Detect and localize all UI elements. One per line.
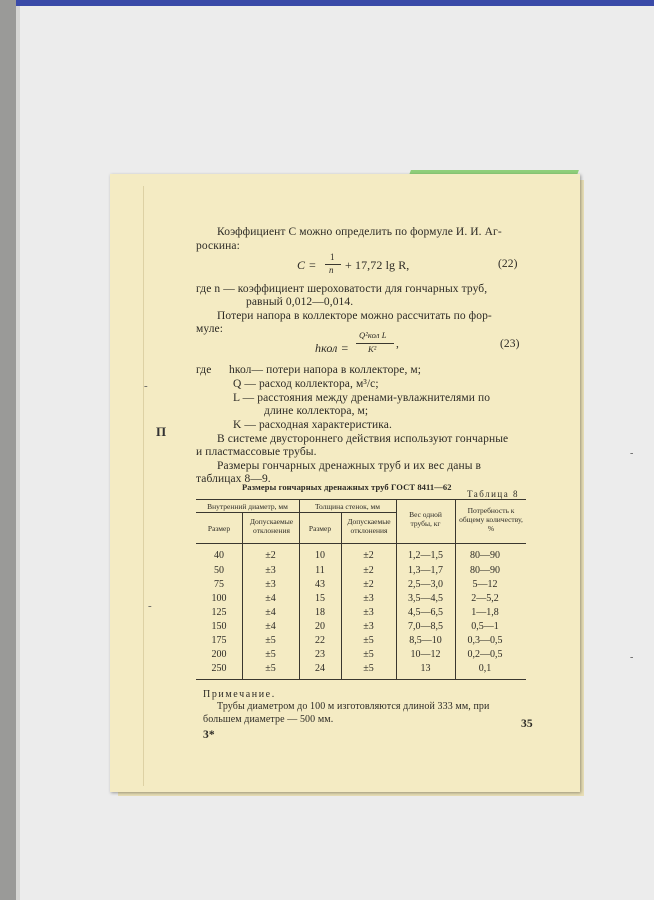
cell-wall-tolerance: ±5: [363, 635, 374, 646]
table-top-rule: [196, 499, 526, 500]
formula-22-denominator: n: [329, 265, 334, 275]
table-label: Таблица 8: [467, 489, 519, 499]
formula-23-lhs: hкол =: [315, 341, 349, 355]
paragraph-4-line-2: и пластмассовые трубы.: [196, 446, 317, 458]
cell-need: 80—90: [470, 550, 500, 561]
cell-need: 2—5,2: [471, 593, 499, 604]
cell-need: 0,5—1: [471, 621, 499, 632]
cell-tolerance: ±4: [265, 607, 276, 618]
scan-left-border: [0, 0, 16, 900]
definition-k: K — расходная характеристика.: [233, 419, 392, 431]
cell-need: 1—1,8: [471, 607, 499, 618]
cell-weight: 8,5—10: [409, 635, 442, 646]
cell-weight: 3,5—4,5: [408, 593, 443, 604]
paragraph-3-line-1: Потери напора в коллекторе можно рассчитать по фор-: [217, 310, 492, 322]
cell-weight: 2,5—3,0: [408, 579, 443, 590]
definitions-where: где: [196, 364, 212, 376]
cell-wall-tolerance: ±5: [363, 649, 374, 660]
header-weight: Вес одной трубы, кг: [409, 510, 442, 528]
table-group-rule: [196, 512, 396, 513]
cell-need: 0,1: [478, 663, 492, 674]
cell-size: 150: [211, 621, 227, 632]
cell-tolerance: ±3: [265, 565, 276, 576]
cell-size: 50: [214, 565, 224, 576]
cell-size: 200: [211, 649, 227, 660]
paragraph-1-line-2: роскина:: [196, 240, 240, 252]
formula-22-lhs: C =: [297, 258, 317, 272]
cell-size: 75: [214, 579, 224, 590]
paragraph-2-line-2: равный 0,012—0,014.: [246, 296, 354, 308]
cell-wall-tolerance: ±5: [363, 663, 374, 674]
scan-left-shadow: [16, 0, 20, 900]
cell-wall-size: 20: [315, 621, 325, 632]
definition-l-line-2: длине коллектора, м;: [264, 405, 369, 417]
cell-size: 250: [211, 663, 227, 674]
cell-wall-size: 23: [315, 649, 325, 660]
cell-tolerance: ±5: [265, 635, 276, 646]
paragraph-4-line-1: В системе двустороннего действия используют гончарные: [217, 433, 509, 445]
cell-wall-tolerance: ±2: [363, 550, 374, 561]
page-number: 35: [521, 718, 533, 730]
cell-weight: 1,2—1,5: [408, 550, 443, 561]
formula-22-rest: + 17,72 lg R,: [345, 258, 410, 272]
cell-size: 40: [214, 550, 224, 561]
header-wall-size: Размер: [308, 524, 332, 533]
margin-tick-4: ‑: [630, 652, 634, 663]
cell-wall-size: 43: [315, 579, 325, 590]
cell-wall-size: 22: [315, 635, 325, 646]
cell-size: 125: [211, 607, 227, 618]
cell-weight: 13: [420, 663, 431, 674]
note-line-1: Трубы диаметром до 100 м изготовляются длиной 333 мм, при: [217, 701, 490, 712]
cell-wall-tolerance: ±3: [363, 621, 374, 632]
cell-wall-tolerance: ±2: [363, 579, 374, 590]
definition-q: Q — расход коллектора, м³/с;: [233, 378, 379, 390]
cell-need: 0,3—0,5: [467, 635, 503, 646]
cell-size: 100: [211, 593, 227, 604]
cell-tolerance: ±4: [265, 593, 276, 604]
cell-tolerance: ±5: [265, 649, 276, 660]
definition-h: hкол— потери напора в коллекторе, м;: [229, 364, 422, 376]
cell-wall-tolerance: ±3: [363, 607, 374, 618]
header-size: Размер: [207, 524, 231, 533]
header-tolerance: Допускаемые отклонения: [249, 517, 294, 535]
cell-wall-size: 24: [315, 663, 325, 674]
cell-need: 5—12: [472, 579, 498, 590]
cell-wall-tolerance: ±2: [363, 565, 374, 576]
cell-weight: 10—12: [410, 649, 441, 660]
margin-tick-3: ‑: [630, 448, 634, 459]
signature-mark: 3*: [203, 729, 215, 741]
header-inner-diameter: Внутренний диаметр, мм: [207, 502, 288, 511]
formula-23-comma: ,: [396, 338, 399, 350]
header-need: Потребность к общему количеству, %: [459, 506, 523, 533]
paragraph-2-line-1: где n — коэффициент шероховатости для гончарных труб,: [196, 283, 488, 295]
formula-22-number: (22): [498, 258, 518, 270]
cell-wall-tolerance: ±3: [363, 593, 374, 604]
definition-l-line-1: L — расстояния между дренами-увлажнителями по: [233, 392, 491, 404]
cell-wall-size: 10: [315, 550, 325, 561]
page-fold-line: [143, 186, 144, 786]
table-header-rule: [196, 543, 526, 544]
formula-23-denominator: K²: [368, 344, 377, 354]
cell-wall-size: 15: [315, 593, 325, 604]
table-bottom-rule: [196, 679, 526, 680]
header-wall-tolerance: Допускаемые отклонения: [347, 517, 391, 535]
note-line-2: большем диаметре — 500 мм.: [203, 714, 334, 725]
cell-tolerance: ±4: [265, 621, 276, 632]
cell-tolerance: ±2: [265, 550, 276, 561]
note-title: Примечание.: [203, 689, 276, 700]
cell-need: 0,2—0,5: [467, 649, 503, 660]
margin-letter: П: [156, 424, 167, 439]
formula-23-number: (23): [500, 338, 520, 350]
cell-size: 175: [211, 635, 227, 646]
paragraph-5-line-2: таблицах 8—9.: [196, 473, 271, 485]
cell-weight: 1,3—1,7: [408, 565, 443, 576]
cell-tolerance: ±3: [265, 579, 276, 590]
table-title: Размеры гончарных дренажных труб ГОСТ 8411—62: [242, 482, 452, 492]
paragraph-5-line-1: Размеры гончарных дренажных труб и их вес даны в: [217, 460, 482, 472]
margin-tick-1: ‑: [144, 380, 148, 392]
formula-23-numerator: Q²кол L: [359, 330, 387, 340]
cell-weight: 7,0—8,5: [408, 621, 443, 632]
scan-top-border: [16, 0, 654, 6]
cell-wall-size: 18: [315, 607, 325, 618]
paragraph-3-line-2: муле:: [196, 323, 224, 335]
formula-22-numerator: 1: [330, 252, 335, 262]
cell-weight: 4,5—6,5: [408, 607, 443, 618]
header-wall-thickness: Толщина стенок, мм: [314, 502, 380, 511]
margin-tick-2: ‑: [148, 600, 152, 612]
cell-need: 80—90: [470, 565, 500, 576]
cell-tolerance: ±5: [265, 663, 276, 674]
cell-wall-size: 11: [315, 565, 325, 576]
paragraph-1-line-1: Коэффициент C можно определить по формуле И. И. Аг-: [217, 226, 502, 238]
